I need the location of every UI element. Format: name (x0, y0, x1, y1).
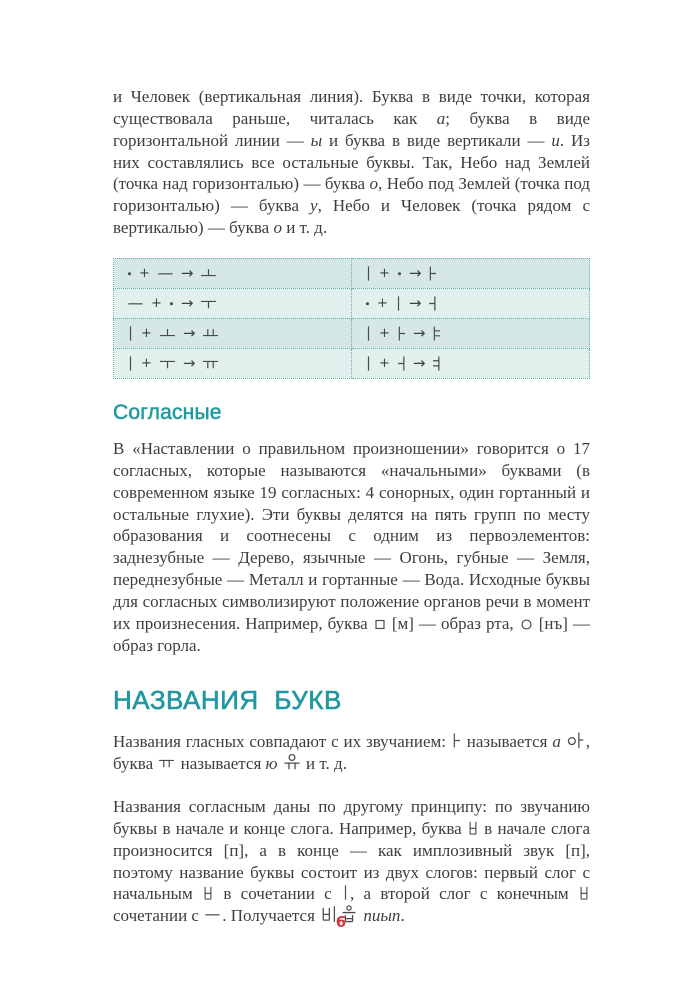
italic-term: и (551, 130, 560, 150)
plus-icon: + (141, 325, 152, 341)
arrow-icon: → (412, 353, 426, 372)
hangul-jamo-i-glyph (342, 884, 349, 901)
hangul-jamo-i-glyph (395, 295, 402, 312)
consonants-paragraph: В «Наставлении о правильном произношении» говорится о 17 согласных, которые называются «начальными» буквами (в современном языке 19 согласных: 4 сонорных, один гортанный и остальные глухие). Эти буквы делятся на пять групп по месту образования и соотнесены с одним из первоэлементов: заднезубные — Дерево, язычные — Огонь, губные — Земля, переднезубные — Металл и гортанные — Вода. Исходные буквы для согласных символизируют положение органов речи в момент их произнесения. Например, буква [м] — образ рта, [нъ] — образ горла. (113, 439, 591, 655)
hangul-jamo-a-glyph (397, 325, 406, 342)
hangul-jamo-u-glyph (200, 295, 217, 312)
hangul-jamo-a-glyph (428, 265, 437, 282)
hangul-jamo-b-glyph (468, 820, 478, 836)
letter-names-heading: НАЗВАНИЯ БУКВ (113, 685, 342, 716)
vowel-formula (127, 295, 347, 312)
plus-icon: + (141, 355, 152, 371)
plus-icon: + (151, 295, 162, 311)
hangul-jamo-dot-glyph (397, 266, 402, 281)
hangul-jamo-eu-glyph (127, 295, 144, 312)
vowel-formula-cell (352, 348, 590, 378)
intro-paragraph: и Человек (вертикальная линия). Буква в виде точки, которая существовала раньше, читалась как а; буква в виде горизонтальной линии — ы и буква в виде вертикали — и. Из них составлялись все остальные буквы. Так, Небо над Землей (точка над горизонталью) — буква о, Небо под Землей (точка под горизонталью) — буква у, Небо и Человек (точка рядом с вертикалью) — буква о и т. д. (113, 87, 590, 238)
plus-icon: + (379, 325, 390, 341)
hangul-syllable-a-glyph (567, 731, 585, 749)
hangul-jamo-yu-glyph (202, 355, 219, 372)
table-row (114, 258, 590, 288)
hangul-jamo-u-glyph (159, 355, 176, 372)
vowel-combination-table (113, 258, 590, 379)
vowel-names-paragraph: Названия гласных совпадают с их звучанием: называется а , буква называется ю и т. д. (113, 732, 590, 774)
hangul-jamo-i-glyph (365, 325, 372, 342)
vowel-formula-cell (114, 258, 352, 288)
hangul-jamo-i-glyph (365, 265, 372, 282)
table-row (114, 348, 590, 378)
vowel-formula-cell (114, 288, 352, 318)
hangul-jamo-i-glyph (127, 355, 134, 372)
vowel-formula-cell (114, 318, 352, 348)
arrow-icon: → (408, 263, 422, 282)
vowel-formula-cell (352, 288, 590, 318)
hangul-jamo-o-glyph (159, 325, 176, 342)
consonants-heading: Согласные (113, 400, 222, 424)
italic-term: пиып (363, 906, 401, 926)
italic-term: у (310, 196, 318, 216)
plus-icon: + (139, 265, 150, 281)
vowel-formula (365, 295, 585, 312)
vowel-formula-cell (352, 258, 590, 288)
vowel-table-body (114, 258, 590, 378)
hangul-jamo-ya-glyph (432, 325, 441, 342)
hangul-jamo-dot-glyph (127, 266, 132, 281)
vowel-formula-cell (114, 348, 352, 378)
arrow-icon: → (408, 293, 422, 312)
vowel-formula (365, 325, 585, 342)
hangul-jamo-b-glyph (203, 885, 213, 901)
text-column (113, 86, 590, 927)
arrow-icon: → (182, 323, 196, 342)
vowel-formula (365, 265, 585, 282)
hangul-jamo-a-glyph (452, 732, 461, 749)
vowel-formula (127, 325, 347, 342)
table-row (114, 318, 590, 348)
hangul-jamo-yeo-glyph (432, 355, 441, 372)
arrow-icon: → (412, 323, 426, 342)
vowel-formula (127, 265, 347, 282)
hangul-jamo-b-glyph (579, 885, 589, 901)
vowel-formula (127, 355, 347, 372)
arrow-icon: → (180, 293, 194, 312)
page-number: 6 (335, 913, 347, 931)
hangul-jamo-i-glyph (365, 355, 372, 372)
italic-term: ю (265, 754, 278, 774)
hangul-jamo-yo-glyph (202, 325, 219, 342)
hangul-jamo-i-glyph (127, 325, 134, 342)
table-row (114, 288, 590, 318)
arrow-icon: → (180, 263, 194, 282)
arrow-icon: → (182, 353, 196, 372)
vowel-formula (365, 355, 585, 372)
hangul-syllable-yu-glyph (283, 753, 301, 771)
italic-term: а (436, 108, 446, 128)
vowel-formula-cell (352, 318, 590, 348)
hangul-jamo-eo-glyph (428, 295, 437, 312)
italic-term: ы (310, 130, 323, 150)
hangul-jamo-eu-glyph (157, 265, 174, 282)
hangul-jamo-ng-glyph (520, 618, 533, 631)
hangul-jamo-dot-glyph (169, 296, 174, 311)
hangul-jamo-yu-glyph (158, 754, 175, 771)
plus-icon: + (377, 295, 388, 311)
italic-term: о (369, 174, 378, 194)
plus-icon: + (379, 265, 390, 281)
hangul-jamo-o-glyph (200, 265, 217, 282)
italic-term: о (273, 218, 282, 238)
hangul-jamo-m-glyph (374, 618, 386, 631)
consonant-names-paragraph: Названия согласным даны по другому принципу: по звучанию буквы в начале и конце слога. Например, буква в начале слога произносится [п], а в конце — как имплозивный звук [п], поэтому название буквы состоит из двух слогов: первый слог с начальным в сочетании с , а второй слог с конечным сочетании с . Получается пиып. (113, 797, 590, 926)
italic-term: а (552, 732, 561, 752)
hangul-jamo-dot-glyph (365, 296, 370, 311)
hangul-jamo-eo-glyph (397, 355, 406, 372)
plus-icon: + (379, 355, 390, 371)
